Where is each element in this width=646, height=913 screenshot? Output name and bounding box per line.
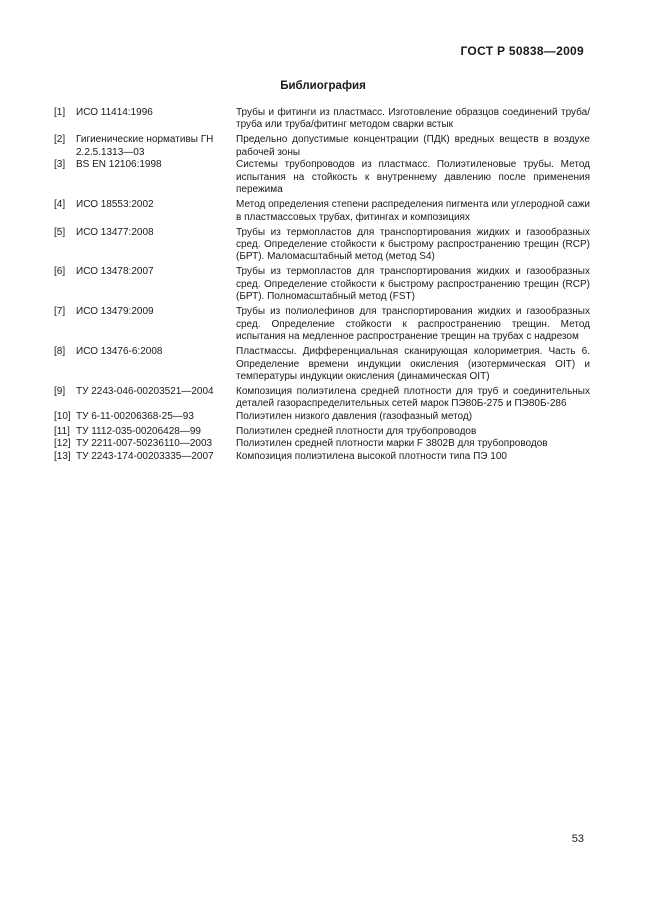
entry-reference: Гигиенические нормативы ГН 2.2.5.1313—03 (76, 134, 214, 158)
entry-description: Полиэтилен низкого давления (газофазный метод) (236, 410, 473, 422)
entry-reference: ИСО 13479:2009 (76, 306, 154, 318)
entry-reference: ТУ 2243-046-00203521—2004 (76, 386, 214, 398)
bibliography-entry-12 (54, 438, 590, 450)
entry-reference: ИСО 13476-6:2008 (76, 346, 163, 358)
entry-number: [13] (54, 450, 71, 462)
entry-description: Полиэтилен средней плотности для трубопроводов (236, 425, 477, 437)
entry-description: Пластмассы. Дифференциальная сканирующая колориметрия. Часть 6. Определение времени индукции окисления (изотермическая OIT) и температуры индукции окисления (динамическая OIT) (236, 346, 590, 383)
entry-number: [4] (54, 199, 66, 211)
entry-description: Полиэтилен средней плотности марки F 3802В для трубопроводов (236, 438, 548, 450)
entry-description: Композиция полиэтилена средней плотности для труб и соединительных деталей газораспределительных сетей марок ПЭ80Б-275 и ПЭ80Б-286 (236, 386, 590, 410)
entry-number: [2] (54, 134, 66, 146)
bibliography-entry-8 (54, 346, 590, 383)
bibliography-entry-6 (54, 266, 590, 303)
bibliography-entry-9 (54, 386, 590, 411)
entry-reference: ИСО 13478:2007 (76, 266, 154, 278)
entry-number: [3] (54, 159, 66, 171)
entry-description: Трубы из полиолефинов для транспортирования жидких и газообразных сред. Определение стойкости к распространению трещин. Метод испытания на медленное распространение трещин на трубах с надрезом (236, 306, 590, 343)
entry-description: Трубы из термопластов для транспортирования жидких и газообразных сред. Определение стойкости к быстрому распространению трещин (RCP) (БРТ). Полномасштабный метод (FST) (236, 266, 590, 303)
entry-number: [1] (54, 107, 66, 118)
entry-number: [7] (54, 306, 66, 318)
entry-reference: ТУ 2211-007-50236110—2003 (76, 438, 213, 450)
entry-description: Предельно допустимые концентрации (ПДК) вредных веществ в воздухе рабочей зоны (236, 134, 590, 158)
document-standard-header: ГОСТ Р 50838—2009 (460, 44, 584, 58)
entry-reference: ИСО 11414:1996 (76, 107, 153, 118)
page-number: 53 (571, 833, 584, 845)
section-title: Библиография (280, 80, 366, 92)
bibliography-entry-3 (54, 159, 590, 196)
entry-reference: ТУ 6-11-00206368-25—93 (76, 410, 194, 422)
entry-description: Композиция полиэтилена высокой плотности типа ПЭ 100 (236, 450, 507, 462)
entry-description: Трубы из термопластов для транспортирования жидких и газообразных сред. Определение стойкости к быстрому распространению трещин (RCP) (БРТ). Маломасштабный метод (метод S4) (236, 226, 590, 263)
bibliography-entry-11 (54, 426, 590, 438)
bibliography-entry-13 (54, 451, 590, 463)
bibliography-entry-10 (54, 411, 590, 423)
entry-reference: BS EN 12106:1998 (76, 159, 162, 171)
entry-description: Трубы и фитинги из пластмасс. Изготовление образцов соединений труба/труба или труба/фитинг методом сварки встык (236, 107, 590, 131)
entry-number: [9] (54, 386, 66, 398)
bibliography-entry-5 (54, 227, 590, 264)
entry-reference: ИСО 18553:2002 (76, 199, 154, 211)
entry-reference: ТУ 2243-174-00203335—2007 (76, 450, 214, 462)
entry-number: [11] (54, 425, 70, 437)
entry-description: Метод определения степени распределения пигмента или углеродной сажи в пластмассовых трубах, фитингах и композициях (236, 199, 590, 223)
entry-number: [6] (54, 266, 66, 278)
bibliography-list (54, 107, 590, 463)
entry-description: Системы трубопроводов из пластмасс. Полиэтиленовые трубы. Метод испытания на стойкость к внутреннему давлению после применения пережима (236, 159, 590, 196)
entry-number: [10] (54, 410, 71, 422)
bibliography-entry-4 (54, 199, 590, 224)
entry-number: [5] (54, 226, 66, 238)
entry-reference: ТУ 1112-035-00206428—99 (76, 425, 201, 437)
entry-number: [8] (54, 346, 66, 358)
entry-reference: ИСО 13477:2008 (76, 226, 154, 238)
bibliography-entry-2 (54, 134, 590, 159)
bibliography-entry-1 (54, 107, 590, 132)
bibliography-entry-7 (54, 306, 590, 343)
entry-number: [12] (54, 438, 71, 450)
